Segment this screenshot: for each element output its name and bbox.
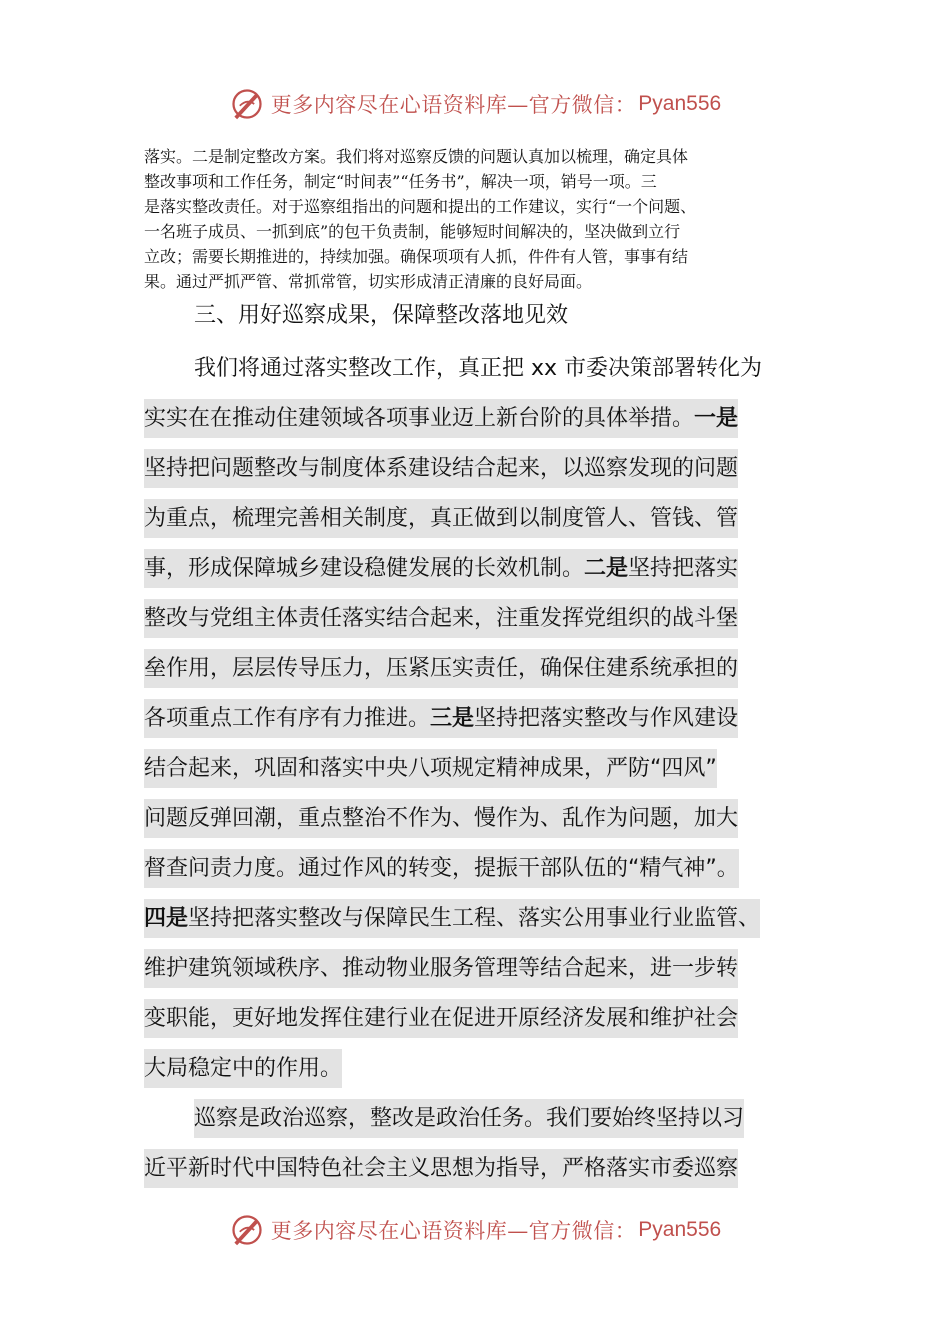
text-line: 我们将通过落实整改工作，真正把 xx 市委决策部署转化为 <box>194 356 763 381</box>
footer-banner <box>0 1208 950 1252</box>
text-line: 结合起来，巩固和落实中央八项规定精神成果，严防“四风” <box>144 749 717 788</box>
bold-marker: 三是 <box>430 706 475 731</box>
text-line: 问题反弹回潮，重点整治不作为、慢作为、乱作为问题，加大 <box>144 799 738 838</box>
main-paragraph <box>144 344 824 1194</box>
text-line: 一名班子成员、一抓到底”的包干负责制，能够短时间解决的，坚决做到立行 <box>144 222 681 241</box>
bold-marker: 四是 <box>144 906 189 931</box>
banner-text: 更多内容尽在心语资料库—官方微信： <box>270 93 637 117</box>
banner-text: 更多内容尽在心语资料库—官方微信： <box>270 1219 637 1243</box>
pen-logo-icon <box>229 86 265 122</box>
text-line: 为重点，梳理完善相关制度，真正做到以制度管人、管钱、管 <box>144 499 738 538</box>
text-line: 果。通过严抓严管、常抓常管，切实形成清正清廉的良好局面。 <box>144 272 593 291</box>
banner-handle: Pyan556 <box>638 92 722 115</box>
text-line: 大局稳定中的作用。 <box>144 1049 342 1088</box>
text-line: 坚持把落实整改与保障民生工程、落实公用事业行业监管、 <box>188 906 761 931</box>
small-paragraph <box>144 144 806 294</box>
banner-handle: Pyan556 <box>638 1218 722 1241</box>
text-line: 督查问责力度。通过作风的转变，提振干部队伍的“精气神”。 <box>144 849 739 888</box>
text-line: 巡察是政治巡察，整改是政治任务。我们要始终坚持以习 <box>194 1099 744 1138</box>
section-heading: 三、用好巡察成果，保障整改落地见效 <box>194 303 569 328</box>
text-line: 坚持把落实 <box>628 556 739 581</box>
text-line: 落实。二是制定整改方案。我们将对巡察反馈的问题认真加以梳理，确定具体 <box>144 147 689 166</box>
header-banner <box>0 82 950 126</box>
text-line: 近平新时代中国特色社会主义思想为指导，严格落实市委巡察 <box>144 1149 738 1188</box>
text-line: 是落实整改责任。对于巡察组指出的问题和提出的工作建议，实行“一个问题、 <box>144 197 697 216</box>
text-line: 各项重点工作有序有力推进。 <box>144 706 431 731</box>
bold-marker: 二是 <box>584 556 629 581</box>
text-line: 变职能，更好地发挥住建行业在促进开原经济发展和维护社会 <box>144 999 738 1038</box>
text-line: 实实在在推动住建领域各项事业迈上新台阶的具体举措。 <box>144 406 695 431</box>
text-line: 整改事项和工作任务，制定“时间表”“任务书”，解决一项，销号一项。三 <box>144 172 657 191</box>
text-line: 整改与党组主体责任落实结合起来，注重发挥党组织的战斗堡 <box>144 599 738 638</box>
pen-logo-icon <box>229 1212 265 1248</box>
text-line: 垒作用，层层传导压力，压紧压实责任，确保住建系统承担的 <box>144 649 738 688</box>
text-line: 维护建筑领域秩序、推动物业服务管理等结合起来，进一步转 <box>144 949 738 988</box>
text-line: 坚持把落实整改与作风建设 <box>474 706 739 731</box>
text-line: 坚持把问题整改与制度体系建设结合起来，以巡察发现的问题 <box>144 449 738 488</box>
text-line: 事，形成保障城乡建设稳健发展的长效机制。 <box>144 556 585 581</box>
bold-marker: 一是 <box>694 406 739 431</box>
text-line: 立改；需要长期推进的，持续加强。确保项项有人抓，件件有人管，事事有结 <box>144 247 689 266</box>
